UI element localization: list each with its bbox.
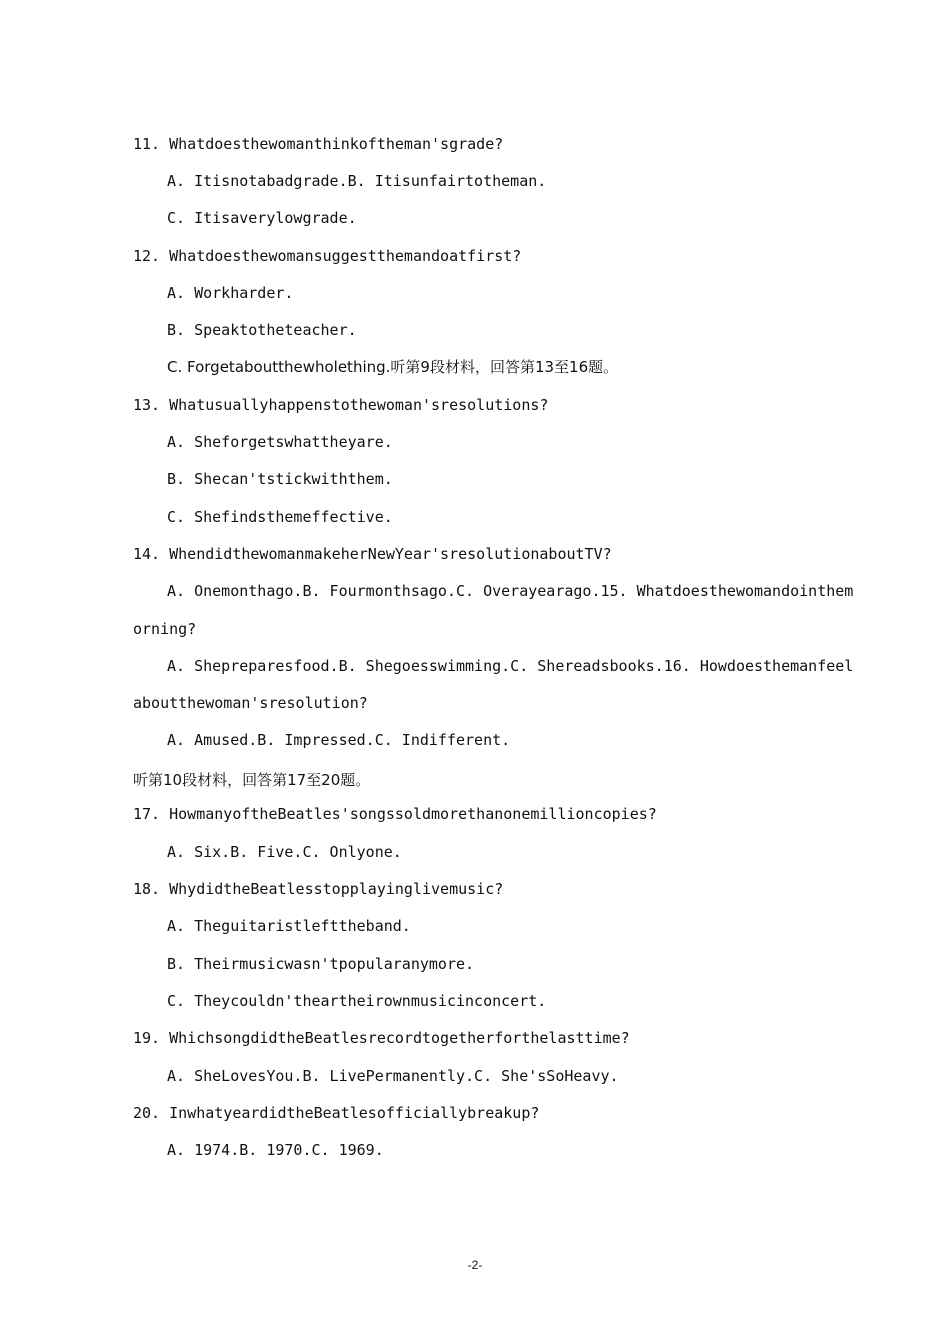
question-16-continued: aboutthewoman'sresolution? [133, 694, 368, 712]
option-13-b: B. Shecan'tstickwiththem. [167, 470, 393, 488]
option-12-b: B. Speaktotheteacher. [167, 321, 357, 339]
question-18: 18. WhydidtheBeatlesstopplayinglivemusic? [133, 880, 504, 898]
options-14-question-15: A. Onemonthago.B. Fourmonthsago.C. Overayearago.15. Whatdoesthewomandointhem [167, 582, 854, 600]
options-16: A. Amused.B. Impressed.C. Indifferent. [167, 731, 511, 749]
option-12-a: A. Workharder. [167, 284, 294, 302]
options-15-question-16: A. Shepreparesfood.B. Shegoesswimming.C. Shereadsbooks.16. Howdoesthemanfeel [167, 657, 854, 675]
question-13: 13. Whatusuallyhappenstothewoman'sresolutions? [133, 396, 549, 414]
option-13-c: C. Shefindsthemeffective. [167, 508, 393, 526]
options-17: A. Six.B. Five.C. Onlyone. [167, 843, 402, 861]
question-14: 14. WhendidthewomanmakeherNewYear'sresolutionaboutTV? [133, 545, 612, 563]
question-11: 11. Whatdoesthewomanthinkoftheman'sgrade? [133, 135, 504, 153]
question-15-continued: orning? [133, 620, 197, 638]
option-18-a: A. Theguitaristlefttheband. [167, 917, 411, 935]
option-13-a: A. Sheforgetswhattheyare. [167, 433, 393, 451]
question-20: 20. InwhatyeardidtheBeatlesofficiallybreakup? [133, 1104, 540, 1122]
option-12-c-section-header: C. Forgetaboutthewholething.听第9段材料，回答第13至16题。 [167, 358, 619, 376]
page-number: -2- [467, 1258, 483, 1272]
question-17: 17. HowmanyoftheBeatles'songssoldmorethanonemillioncopies? [133, 805, 657, 823]
question-12: 12. Whatdoesthewomansuggestthemandoatfirst? [133, 247, 522, 265]
section-header-10: 听第10段材料，回答第17至20题。 [133, 771, 371, 789]
question-19: 19. WhichsongdidtheBeatlesrecordtogetherforthelasttime? [133, 1029, 630, 1047]
options-19: A. SheLovesYou.B. LivePermanently.C. She'sSoHeavy. [167, 1067, 619, 1085]
options-20: A. 1974.B. 1970.C. 1969. [167, 1141, 384, 1159]
option-18-b: B. Theirmusicwasn'tpopularanymore. [167, 955, 475, 973]
options-11-ab: A. Itisnotabadgrade.B. Itisunfairtotheman. [167, 172, 547, 190]
option-11-c: C. Itisaverylowgrade. [167, 209, 357, 227]
option-18-c: C. Theycouldn'theartheirownmusicinconcert. [167, 992, 547, 1010]
